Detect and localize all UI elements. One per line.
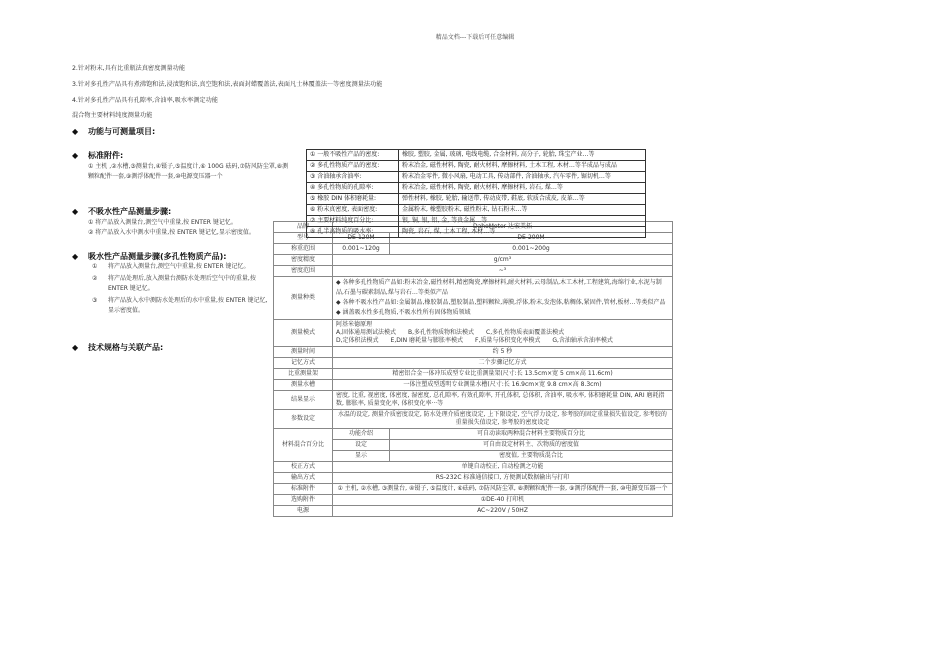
step-item: ② 将产品放入水中测水中重量,按 ENTER 键记忆,显示密度值。 [88,229,255,236]
feature-line: 混合物主要材料纯度测量功能 [72,112,153,119]
table-row: 显示 密度值, 主要物质混合比 [274,451,673,462]
table-row: ⑧ 孔半高物质的吸水率: 陶瓷, 岩石, 煤, 土木工程, 木材…等 [307,227,646,238]
section-heading: ◆ 吸水性产品测量步骤(多孔性物质产品): [72,252,227,261]
type-list: ◆ 各种多孔性物质产品如:粉末冶金,磁性材料,精密陶瓷,摩擦材料,耐火材料,云母制品,木工木材,工程建筑,海绵行业,水泥与制品,石墨与碳素制品,煤与岩石…等类似产品 ◆ 各种不吸水性产品如:金属制品,橡胶制品,塑胶制品,塑料颗粒,薄膜,浮体,粉末,发泡体,粘稠体,紧固件,管材,板材…等类似产品 ◆ 涵盖吸水性多孔物质,不吸水性所有固体物质领域 [336,279,666,316]
table-row: 选购附件 ①DE-40 打印机 [274,495,673,506]
table-row: 密度范围 ~³ [274,266,673,277]
table-row: 比重测量架 精密铝合金一体冲压成型专业比重测量架(尺寸:长 13.5cm×宽 5 cm×高 11.6cm) [274,369,673,380]
table-row: 电源 AC~220V / 50HZ [274,506,673,517]
table-row: 参数设定 水温的设定, 测量介质密度设定, 防水处理介质密度设定, 上下限设定, 空气浮力设定, 参考胶的固定重量损失值设定, 参考胶的重量损失值设定, 参考胶的密度设定 [274,410,673,429]
table-row: ② 多孔性物质产品的密度: 粉末冶金, 磁性材料, 陶瓷, 耐火材料, 摩擦材料, 土木工程, 木材…等半成品与成品 [307,161,646,172]
table-row: 称重范围 0.001~120g 0.001~200g [274,244,673,255]
table-row: 设定 可自由设定材料主、次物质的密度值 [274,440,673,451]
table-row: 型号 DE-120M DE-200M [274,233,673,244]
table-row: 品牌 DahoMeter 达宏美拓 [274,222,673,233]
table-row: ⑤ 橡胶 DIN 体积磨耗量: 弹性材料, 橡胶, 轮胎, 输送带, 传动皮带, 鞋底, 软质合成皮, 皮革…等 [307,194,646,205]
section-heading: ◆ 标准附件: [72,151,124,160]
table-row: 测量模式 阿基米德原理 A,固体通用测试法模式 B,多孔性物质物和法模式 C,多孔性物质表面覆盖法模式 D,定体积法模式 E,DIN 磨耗量与膨胀率模式 F,质量与体积变化率模式 G,含油轴承含油率模式 [274,320,673,347]
step-list [92,262,272,316]
table-row: 材料混合百分比 功能介绍 可自动读取两种混合材料主要物质百分比 [274,429,673,440]
table-row: 输出方式 RS-232C 标准通信接口, 方便测试数据输出与打印 [274,473,673,484]
table-row: 结果显示 密度, 比重, 视密度, 体密度, 湿密度, 总孔隙率, 有效孔隙率, 开孔体积, 总体积, 含油率, 吸水率, 体积磨耗量 DIN, ARI 磨耗指数, 膨胀率, 质量变化率, 体积变化率···等 [274,391,673,410]
feature-line: 4.针对多孔性产品具有孔隙率,含油率,吸水率测定功能 [72,97,218,104]
standard-accessories-text: ① 主机 ,②水槽,③测量台,④镊子,⑤温度计,⑥ 100G 砝码,⑦防风防尘罩,⑧测颗粒配件一套,⑨测浮体配件一套,⑩电源变压器一个 [88,163,289,180]
spec-table [273,221,673,517]
table-row: 校正方式 单键自动校正, 自动检测之功能 [274,462,673,473]
table-row: 测量时间 约 5 秒 [274,347,673,358]
applications-table [306,149,646,238]
page-header: 精品文档---下载后可任意编辑 [435,34,515,41]
step-item: ① 将产品放入测量台,测空气中重量,按 ENTER 键记忆。 [92,263,250,270]
step-item: ① 将产品放入测量台,测空气中重量,按 ENTER 键记忆。 [88,219,237,226]
step-item: ③ 将产品放入水中测防水处理后的水中重量,按 ENTER 键记忆,显示密度值。 [92,297,268,314]
table-row: 记忆方式 二个步骤记忆方式 [274,358,673,369]
table-row: ⑦ 主要材料纯度百分比: 银, 铜, 银, 铝, 金, 等贵金属…等 [307,216,646,227]
feature-line: 3.针对多孔性产品具有煮沸饱和法,浸渍饱和法,真空饱和法,表面封蜡覆盖法,表面凡士林覆盖法···等密度测量法功能 [72,81,383,88]
section-heading: ◆ 技术规格与关联产品: [72,343,164,352]
table-row: 测量种类 ◆ 各种多孔性物质产品如:粉末冶金,磁性材料,精密陶瓷,摩擦材料,耐火材料,云母制品,木工木材,工程建筑,海绵行业,水泥与制品,石墨与碳素制品,煤与岩石…等类似产品 ◆ 各种不吸水性产品如:金属制品,橡胶制品,塑胶制品,塑料颗粒,薄膜,浮体,粉末,发泡体,粘稠体,紧固件,管材,板材…等类似产品 ◆ 涵盖吸水性多孔物质,不吸水性所有固体物质领域 [274,277,673,320]
section-heading: ◆ 不吸水性产品测量步骤: [72,207,172,216]
table-row: ① 一般不吸性产品的密度: 橡胶, 塑胶, 金属, 玻璃, 电线电缆, 合金材料, 高分子, 轮胎, 珠宝产业…等 [307,150,646,161]
table-row: ③ 含油轴承含油率: 粉末冶金零件, 微小风扇, 电动工具, 传动部件, 含油轴承, 汽车零件, 锯切机…等 [307,172,646,183]
table-row: 密度精度 g/cm³ [274,255,673,266]
feature-line: 2.针对粉末,具有比重瓶法真密度测量功能 [72,65,186,72]
table-row: 标准附件 ① 主机, ②水槽, ③测量台, ④镊子, ⑤温度计, ⑥砝码, ⑦防风防尘罩, ⑧测颗粒配件一套, ⑨测浮体配件一套, ⑩电源变压器一个 [274,484,673,495]
table-row: 测量水槽 一体注塑成型透明专业测量水槽(尺寸:长 16.9cm×宽 9.8 cm×高 8.3cm) [274,380,673,391]
table-row: ⑥ 粉末真密度, 表面密度: 金属粉末, 橡塑胶粉末, 磁性粉末, 钻石粉末…等 [307,205,646,216]
step-list [88,218,298,238]
table-row: ④ 多孔性物质的孔隙率: 粉末冶金, 磁性材料, 陶瓷, 耐火材料, 摩擦材料, 岩石, 煤…等 [307,183,646,194]
step-item: ② 将产品处理后,放入测量台测防水处理后空气中的重量,按 ENTER 键记忆。 [92,275,256,292]
section-heading: ◆ 功能与可测量项目: [72,127,156,136]
